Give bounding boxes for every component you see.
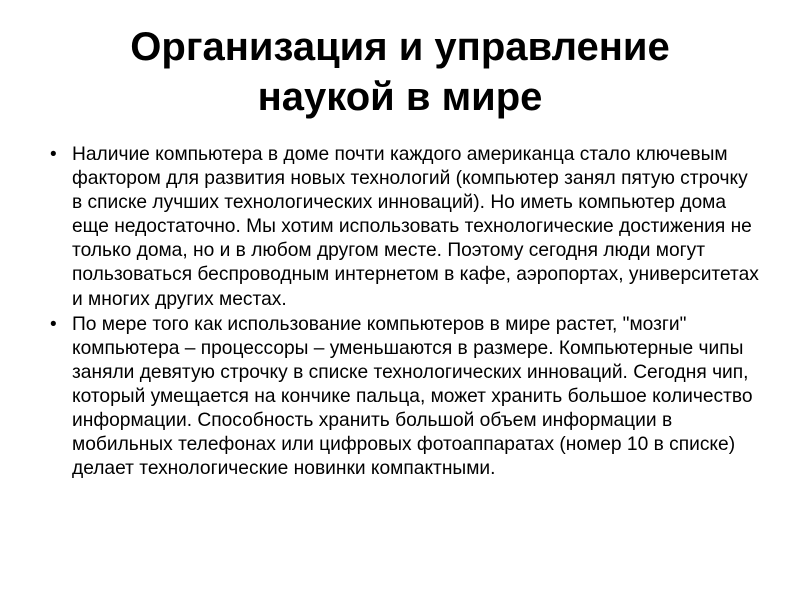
bullet-text: Наличие компьютера в доме почти каждого американца стало ключевым фактором для развития новых технологий (компьютер занял пятую строчку в списке лучших технологических инноваций). Но иметь компьютер дома еще недостаточно. Мы хотим использовать технологические достижения не только дома, но и в любом другом месте. Поэтому сегодня люди могут пользоваться беспроводным интернетом в кафе, аэропортах, университетах и многих других местах.: [72, 144, 759, 310]
bullet-text: По мере того как использование компьютеров в мире растет, "мозги" компьютера – процессоры – уменьшаются в размере. Компьютерные чипы заняли девятую строчку в списке технологических инноваций. Сегодня чип, который умещается на кончике пальца, может хранить большое количество информации. Способность хранить большой объем информации в мобильных телефонах или цифровых фотоаппаратах (номер 10 в списке) делает технологические новинки компактными.: [72, 313, 753, 480]
bullet-item-computers-at-home: [50, 143, 760, 312]
bullet-list: [50, 143, 760, 482]
slide-title-line-1: Организация и управление: [130, 25, 670, 69]
slide-title-line-2: наукой в мире: [257, 75, 543, 119]
bullet-dot-icon: •: [50, 313, 57, 335]
bullet-dot-icon: •: [50, 144, 57, 165]
slide-title: [40, 22, 760, 122]
bullet-item-processors: [50, 313, 760, 482]
